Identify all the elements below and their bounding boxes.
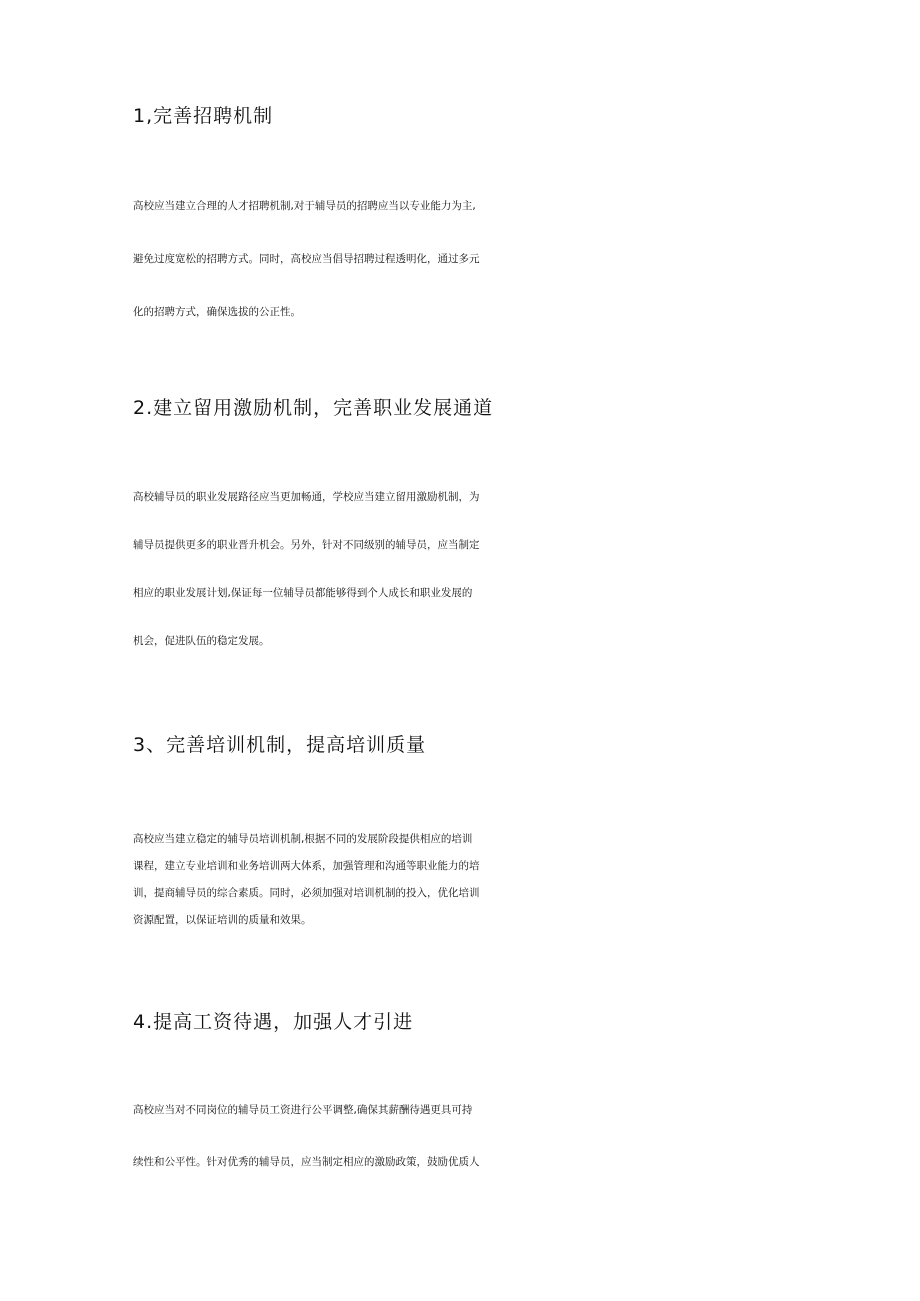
paragraph-line: 资源配置，以保证培训的质量和效果。 (133, 914, 312, 926)
section-3-paragraph (133, 826, 793, 934)
section-1-heading: 1,完善招聘机制 (133, 105, 274, 127)
section-3-heading: 3、完善培训机制，提高培训质量 (133, 734, 427, 756)
paragraph-line: 课程，建立专业培训和业务培训两大体系，加强管理和沟通等职业能力的培 (133, 860, 480, 872)
paragraph-line: 高校应当对不同岗位的辅导员工资进行公平调整,确保其薪酬待遇更具可持 (133, 1104, 473, 1116)
paragraph-line: 相应的职业发展计划,保证每一位辅导员都能够得到个人成长和职业发展的 (133, 587, 473, 599)
section-4-heading: 4.提高工资待遇，加强人才引进 (133, 1011, 414, 1033)
paragraph-line: 续性和公平性。针对优秀的辅导员，应当制定相应的激励政策，鼓励优质人 (133, 1156, 480, 1168)
paragraph-line: 高校辅导员的职业发展路径应当更加畅通，学校应当建立留用激励机制，为 (133, 491, 480, 503)
paragraph-line: 避免过度宽松的招聘方式。同时，高校应当倡导招聘过程透明化，通过多元 (133, 253, 480, 265)
paragraph-line: 训，提商辅导员的综合素质。同时，必须加强对培训机制的投入，优化培训 (133, 887, 480, 899)
section-2-heading: 2.建立留用激励机制，完善职业发展通道 (133, 397, 494, 419)
paragraph-line: 辅导员提供更多的职业晋升机会。另外，针对不同级别的辅导员，应当制定 (133, 539, 480, 551)
paragraph-line: 机会，促进队伍的稳定发展。 (133, 635, 270, 647)
paragraph-line: 化的招聘方式，确保选拔的公正性。 (133, 306, 301, 318)
section-4-paragraph (133, 1084, 793, 1188)
paragraph-line: 高校应当建立合理的人才招聘机制,对于辅导员的招聘应当以专业能力为主, (133, 200, 476, 212)
section-2-paragraph (133, 473, 793, 665)
paragraph-line: 高校应当建立稳定的辅导员培训机制,根据不同的发展阶段提供相应的培训 (133, 833, 473, 845)
section-1-paragraph (133, 180, 793, 339)
